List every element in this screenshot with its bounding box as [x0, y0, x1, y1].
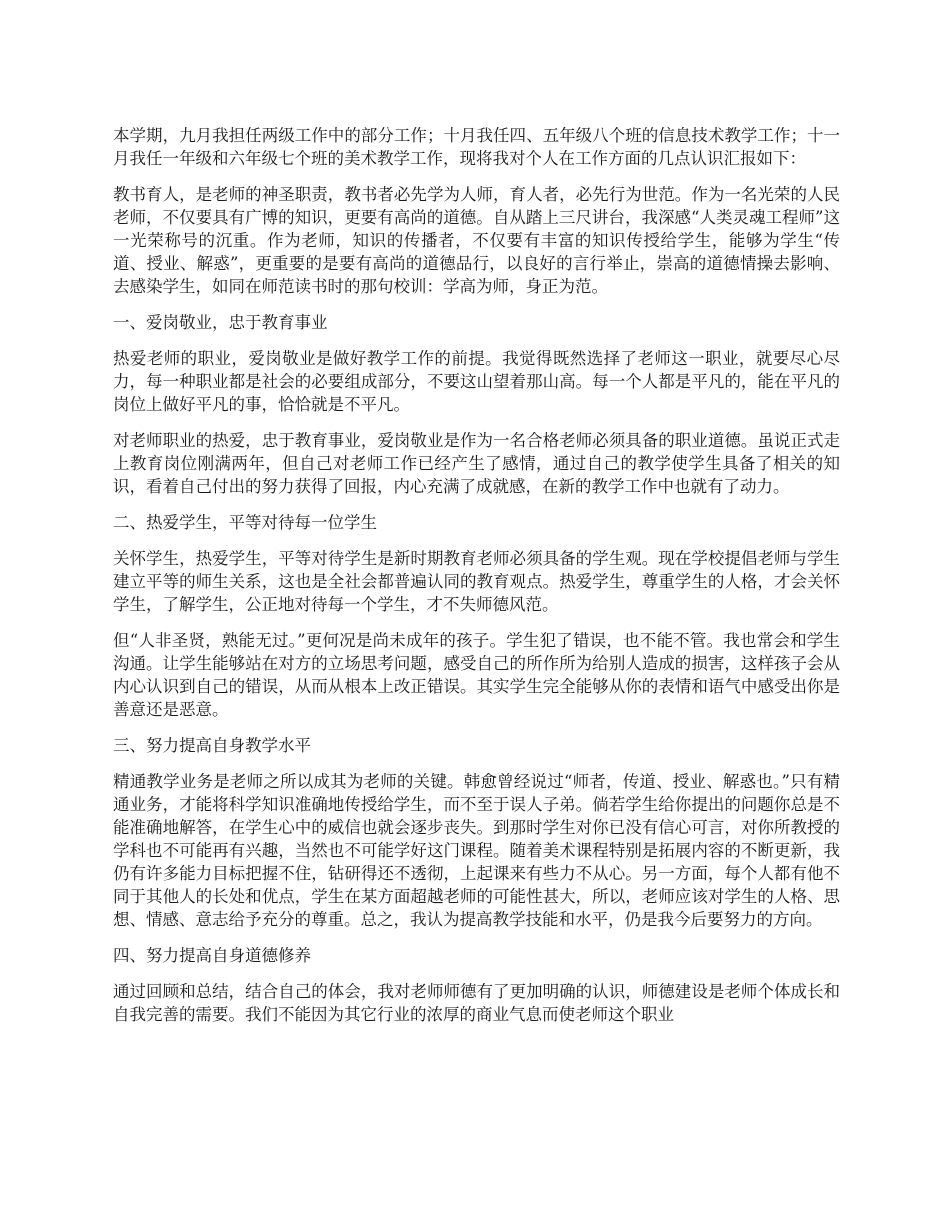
- section-heading-2: 二、热爱学生，平等对待每一位学生: [113, 513, 377, 532]
- paragraph-loyalty: 对老师职业的热爱，忠于教育事业，爱岗敬业是作为一名合格老师必须具备的职业道德。虽说正式走上教育岗位刚满两年，但自己对老师工作已经产生了感情，通过自己的教学使学生具备了相关的知识，看着自己付出的努力获得了回报，内心充满了成就感，在新的教学工作中也就有了动力。: [113, 431, 840, 496]
- document-page: [113, 124, 840, 1039]
- section-heading-3: 三、努力提高自身教学水平: [113, 736, 311, 755]
- paragraph-intro: 本学期，九月我担任两级工作中的部分工作；十月我任四、五年级八个班的信息技术教学工作；十一月我任一年级和六年级七个班的美术教学工作，现将我对个人在工作方面的几点认识汇报如下：: [113, 126, 840, 168]
- paragraph-teaching-duty: 教书育人，是老师的神圣职责，教书者必先学为人师，育人者，必先行为世范。作为一名光荣的人民老师，不仅要具有广博的知识，更要有高尚的道德。自从踏上三尺讲台，我深感“人类灵魂工程师”这一光荣称号的沉重。作为老师，知识的传播者，不仅要有丰富的知识传授给学生，能够为学生“传道、授业、解惑”，更重要的是要有高尚的道德品行，以良好的言行举止，崇高的道德情操去影响、去感染学生，如同在师范读书时的那句校训：学高为师，身正为范。: [113, 185, 840, 296]
- paragraph-moral-cultivation: 通过回顾和总结，结合自己的体会，我对老师师德有了更加明确的认识，师德建设是老师个体成长和自我完善的需要。我们不能因为其它行业的浓厚的商业气息而使老师这个职业: [113, 982, 840, 1024]
- section-heading-1: 一、爱岗敬业，忠于教育事业: [113, 313, 328, 332]
- paragraph-teaching-skill: 精通教学业务是老师之所以成其为老师的关键。韩愈曾经说过“师者，传道、授业、解惑也。”只有精通业务，才能将科学知识准确地传授给学生，而不至于误人子弟。倘若学生给你提出的问题你总是不能准确地解答，在学生心中的威信也就会逐步丧失。到那时学生对你已没有信心可言，对你所教授的学科也不可能再有兴趣，当然也不可能学好这门课程。随着美术课程特别是拓展内容的不断更新，我仍有许多能力目标把握不住，钻研得还不透彻，上起课来有些力不从心。另一方面，每个人都有他不同于其他人的长处和优点，学生在某方面超越老师的可能性甚大，所以，老师应该对学生的人格、思想、情感、意志给予充分的尊重。总之，我认为提高教学技能和水平，仍是我今后要努力的方向。: [113, 772, 840, 929]
- section-heading-4: 四、努力提高自身道德修养: [113, 946, 311, 965]
- paragraph-care-students: 关怀学生，热爱学生，平等对待学生是新时期教育老师必须具备的学生观。现在学校提倡老师与学生建立平等的师生关系，这也是全社会都普遍认同的教育观点。热爱学生，尊重学生的人格，才会关怀学生，了解学生，公正地对待每一个学生，才不失师德风范。: [113, 549, 840, 614]
- paragraph-mistakes: 但“人非圣贤，熟能无过。”更何况是尚未成年的孩子。学生犯了错误，也不能不管。我也常会和学生沟通。让学生能够站在对方的立场思考问题，感受自己的所作所为给别人造成的损害，这样孩子会从内心认识到自己的错误，从而从根本上改正错误。其实学生完全能够从你的表情和语气中感受出你是善意还是恶意。: [113, 631, 840, 719]
- paragraph-love-job: 热爱老师的职业，爱岗敬业是做好教学工作的前提。我觉得既然选择了老师这一职业，就要尽心尽力，每一种职业都是社会的必要组成部分，不要这山望着那山高。每一个人都是平凡的，能在平凡的岗位上做好平凡的事，恰恰就是不平凡。: [113, 349, 840, 414]
